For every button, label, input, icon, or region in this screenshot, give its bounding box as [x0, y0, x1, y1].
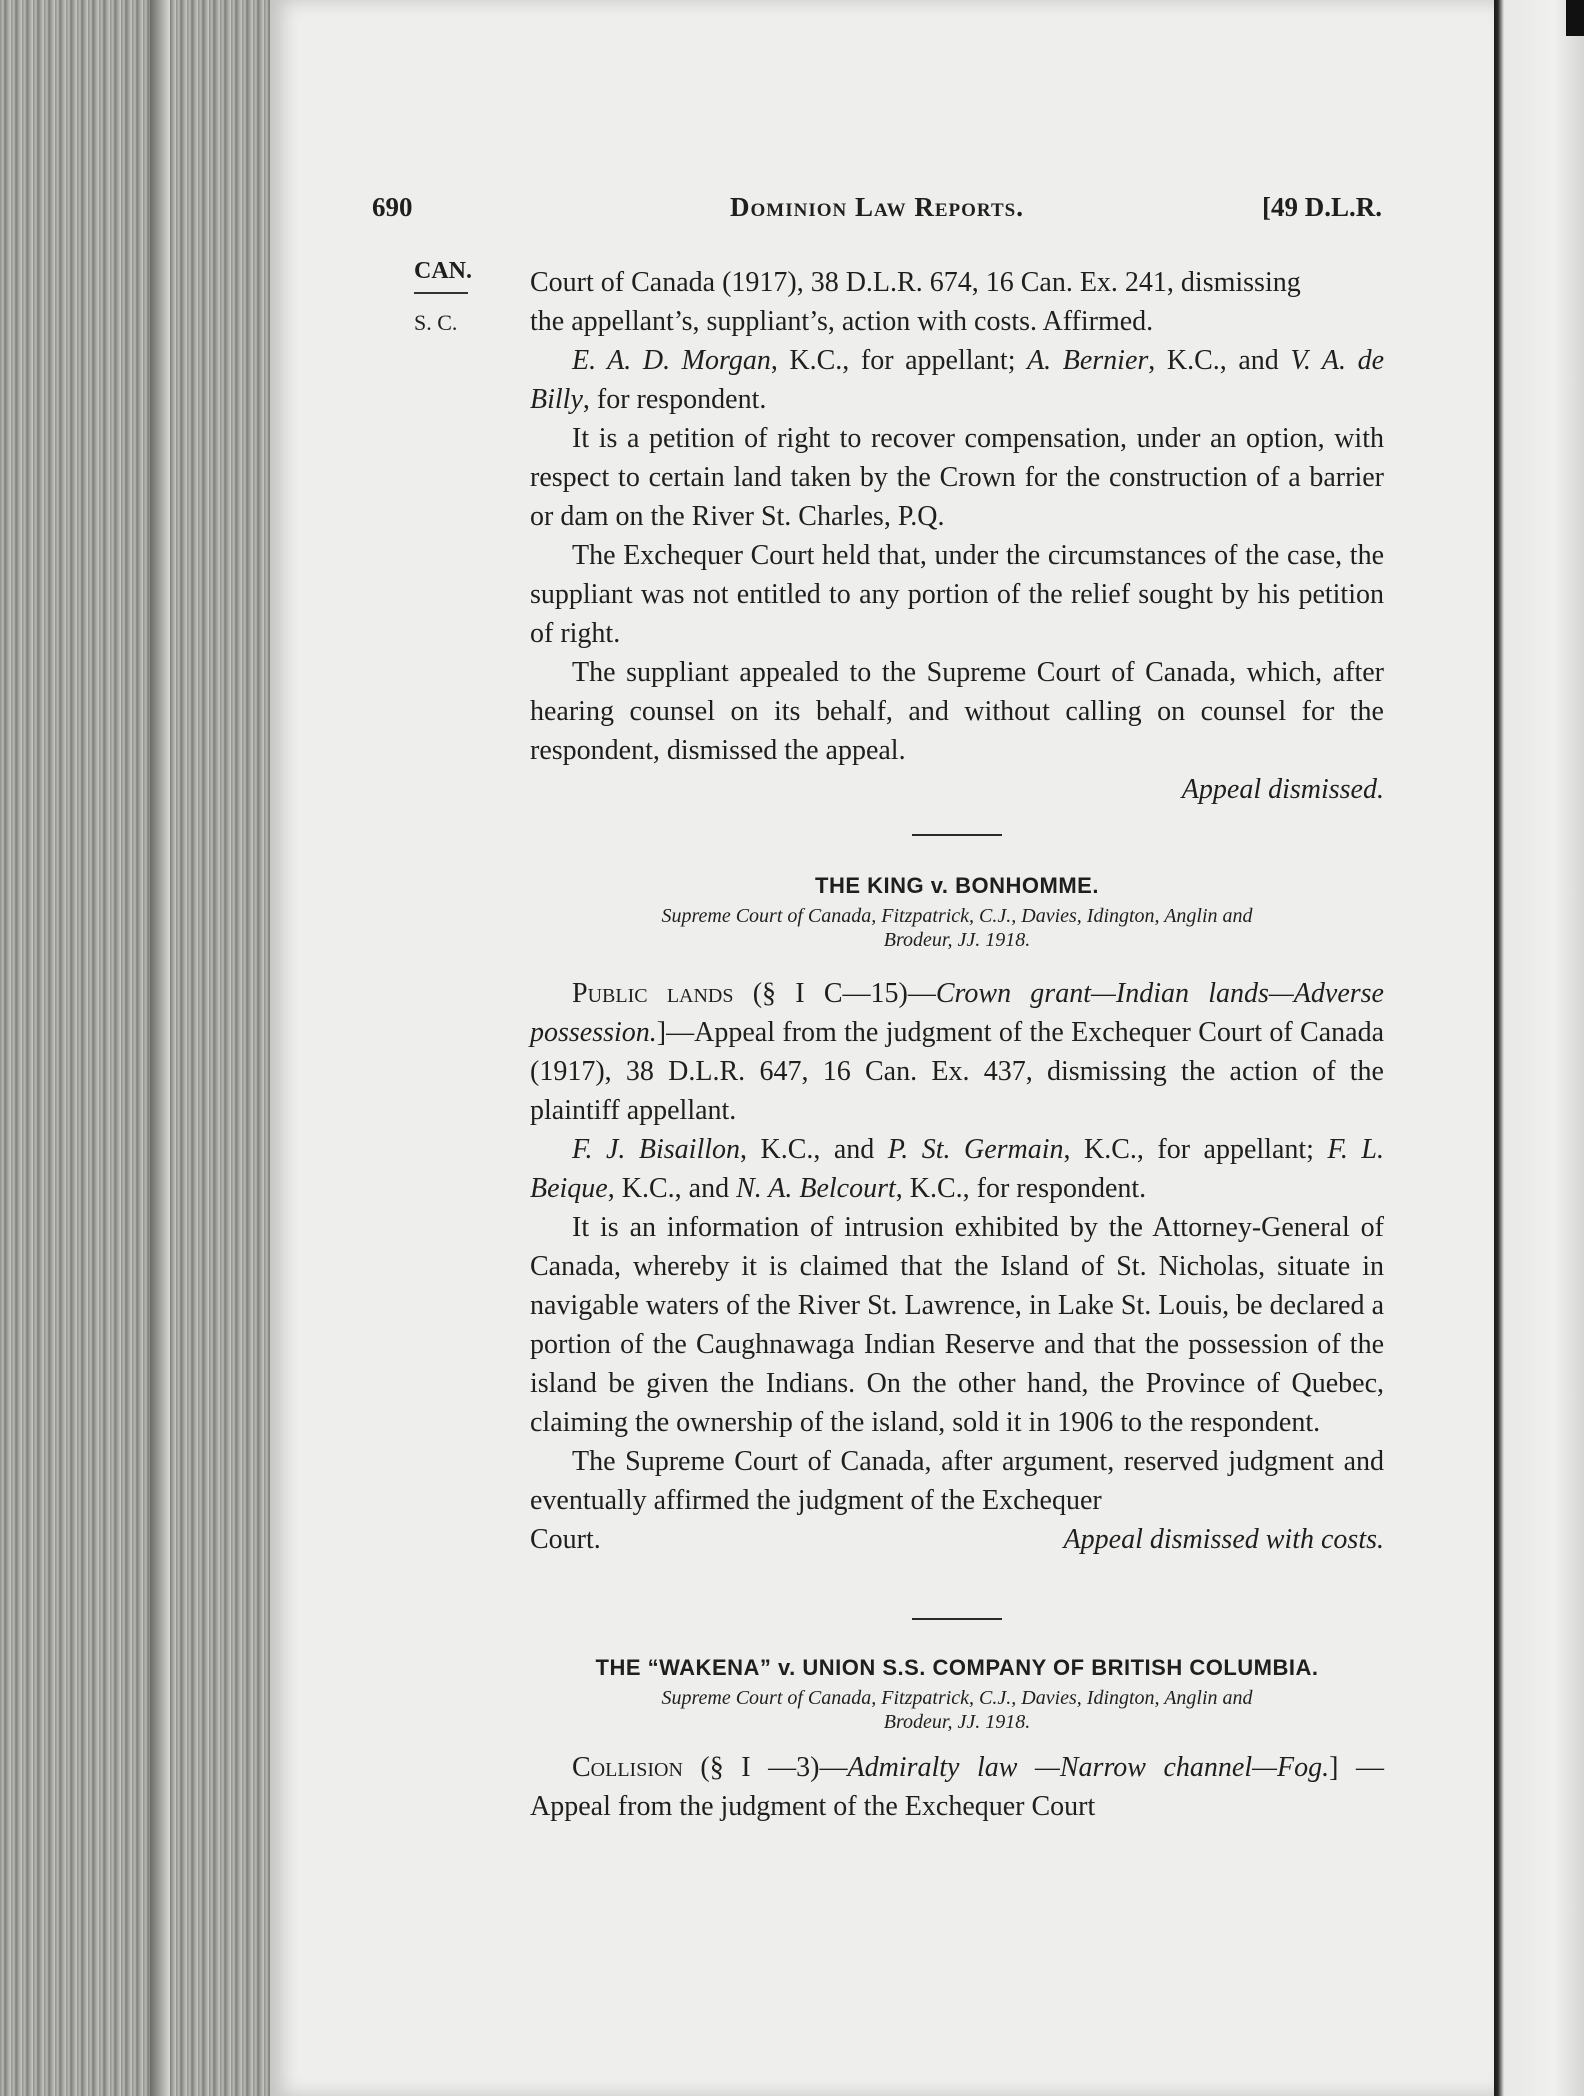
case3-headnote — [530, 1748, 1384, 1826]
running-title: Dominion Law Reports. — [730, 192, 1024, 222]
headnote-keywords: Admiralty law —Narrow channel—Fog. — [847, 1752, 1330, 1783]
case2-body — [530, 974, 1384, 1559]
case2-heading — [530, 866, 1384, 905]
case3-body — [530, 1748, 1384, 1826]
case1-line1: Court of Canada (1917), 38 D.L.R. 674, 16 Can. Ex. 241, dismissing — [530, 267, 1301, 298]
counsel-role: , K.C., and — [1148, 345, 1279, 376]
counsel-name: N. A. Belcourt — [736, 1173, 896, 1204]
book-edge-shadow — [150, 0, 170, 2096]
counsel-name: P. St. Germain — [887, 1134, 1064, 1165]
headnote-keywords: Crown grant—Indian lands—Adverse possession. — [530, 978, 1384, 1048]
case3-court-line2: Brodeur, JJ. 1918. — [883, 1711, 1031, 1733]
case2-court-block — [530, 904, 1384, 952]
case1-para3: The suppliant appealed to the Supreme Court of Canada, which, after hearing counsel on its behalf, and without calling on counsel for the respondent, dismissed the appeal. — [530, 657, 1384, 766]
counsel-name: A. Bernier — [1027, 345, 1149, 376]
case2-result: Appeal dismissed with costs. — [1063, 1524, 1384, 1555]
headnote-ref: (§ I —3)— — [682, 1752, 848, 1783]
counsel-name: V. A. de Billy — [530, 345, 1384, 415]
margin-court: CAN. — [414, 258, 472, 284]
headnote-topic: Public lands — [572, 978, 734, 1009]
case2-final-line — [530, 1520, 1384, 1559]
section-rule — [912, 1618, 1002, 1620]
headnote-topic: Collision — [572, 1752, 683, 1783]
margin-division: S. C. — [414, 310, 458, 335]
case1-result: Appeal dismissed. — [1181, 774, 1384, 805]
case1-para1: It is a petition of right to recover compensation, under an option, with respect to certain land taken by the Crown for the construction of a barrier or dam on the River St. Charles, P.Q. — [530, 423, 1384, 532]
counsel-role: , K.C., and — [607, 1173, 737, 1204]
case1-body — [530, 263, 1384, 809]
section-rule — [912, 834, 1002, 836]
case1-line2: the appellant’s, suppliant’s, action with costs. Affirmed. — [530, 306, 1154, 337]
case3-court-block — [530, 1686, 1384, 1734]
counsel-role: , K.C., and — [740, 1134, 888, 1165]
case3-heading — [530, 1648, 1384, 1687]
headnote-text: ] —Appeal from the judgment of the Exchequer Court — [530, 1752, 1384, 1822]
counsel-name: E. A. D. Morgan — [572, 345, 771, 376]
case2-court-line2: Brodeur, JJ. 1918. — [883, 929, 1031, 951]
margin-rule — [414, 292, 468, 294]
case1-para2: The Exchequer Court held that, under the circumstances of the case, the suppliant was not entitled to any portion of the relief sought by his petition of right. — [530, 540, 1384, 649]
case2-title: THE KING v. BONHOMME. — [815, 873, 1099, 898]
counsel-role: , K.C., for appellant; — [770, 345, 1028, 376]
scan-corner — [1566, 0, 1584, 36]
case2-para2-end: Court. — [530, 1524, 601, 1555]
case2-para1: It is an information of intrusion exhibited by the Attorney-General of Canada, whereby it is claimed that the Island of St. Nicholas, situate in navigable waters of the River St. Lawrence, in Lake St. Louis, be declared a portion of the Caughnawaga Indian Reserve and that the possession of the island be given the Indians. On the other hand, the Province of Quebec, claiming the ownership of the island, sold it in 1906 to the respondent. — [530, 1212, 1384, 1438]
counsel-role: , K.C., for respondent. — [895, 1173, 1147, 1204]
counsel-name: F. J. Bisaillon — [572, 1134, 740, 1165]
counsel-role: , K.C., for appellant; — [1063, 1134, 1314, 1165]
headnote-ref: (§ I C—15)— — [733, 978, 936, 1009]
case2-para2: The Supreme Court of Canada, after argument, reserved judgment and eventually affirmed the judgment of the Exchequer — [530, 1446, 1384, 1516]
volume-reference: [49 D.L.R. — [1262, 192, 1382, 222]
case3-title: THE “WAKENA” v. UNION S.S. COMPANY OF BRITISH COLUMBIA. — [595, 1655, 1319, 1680]
page-header — [372, 192, 1382, 232]
case2-counsel — [530, 1130, 1384, 1208]
book-right-edge — [1494, 0, 1584, 2096]
case2-court-line1: Supreme Court of Canada, Fitzpatrick, C.J., Davies, Idington, Anglin and — [661, 905, 1253, 927]
case2-headnote — [530, 974, 1384, 1130]
case1-counsel — [530, 341, 1384, 419]
headnote-text: ]—Appeal from the judgment of the Exchequer Court of Canada (1917), 38 D.L.R. 647, 16 Can. Ex. 437, dismissing the action of the plaintiff appellant. — [530, 1017, 1384, 1126]
counsel-name: F. L. Beique — [530, 1134, 1384, 1204]
counsel-role: , for respondent. — [582, 384, 767, 415]
case3-court-line1: Supreme Court of Canada, Fitzpatrick, C.J., Davies, Idington, Anglin and — [661, 1687, 1253, 1709]
page-number: 690 — [372, 192, 413, 222]
